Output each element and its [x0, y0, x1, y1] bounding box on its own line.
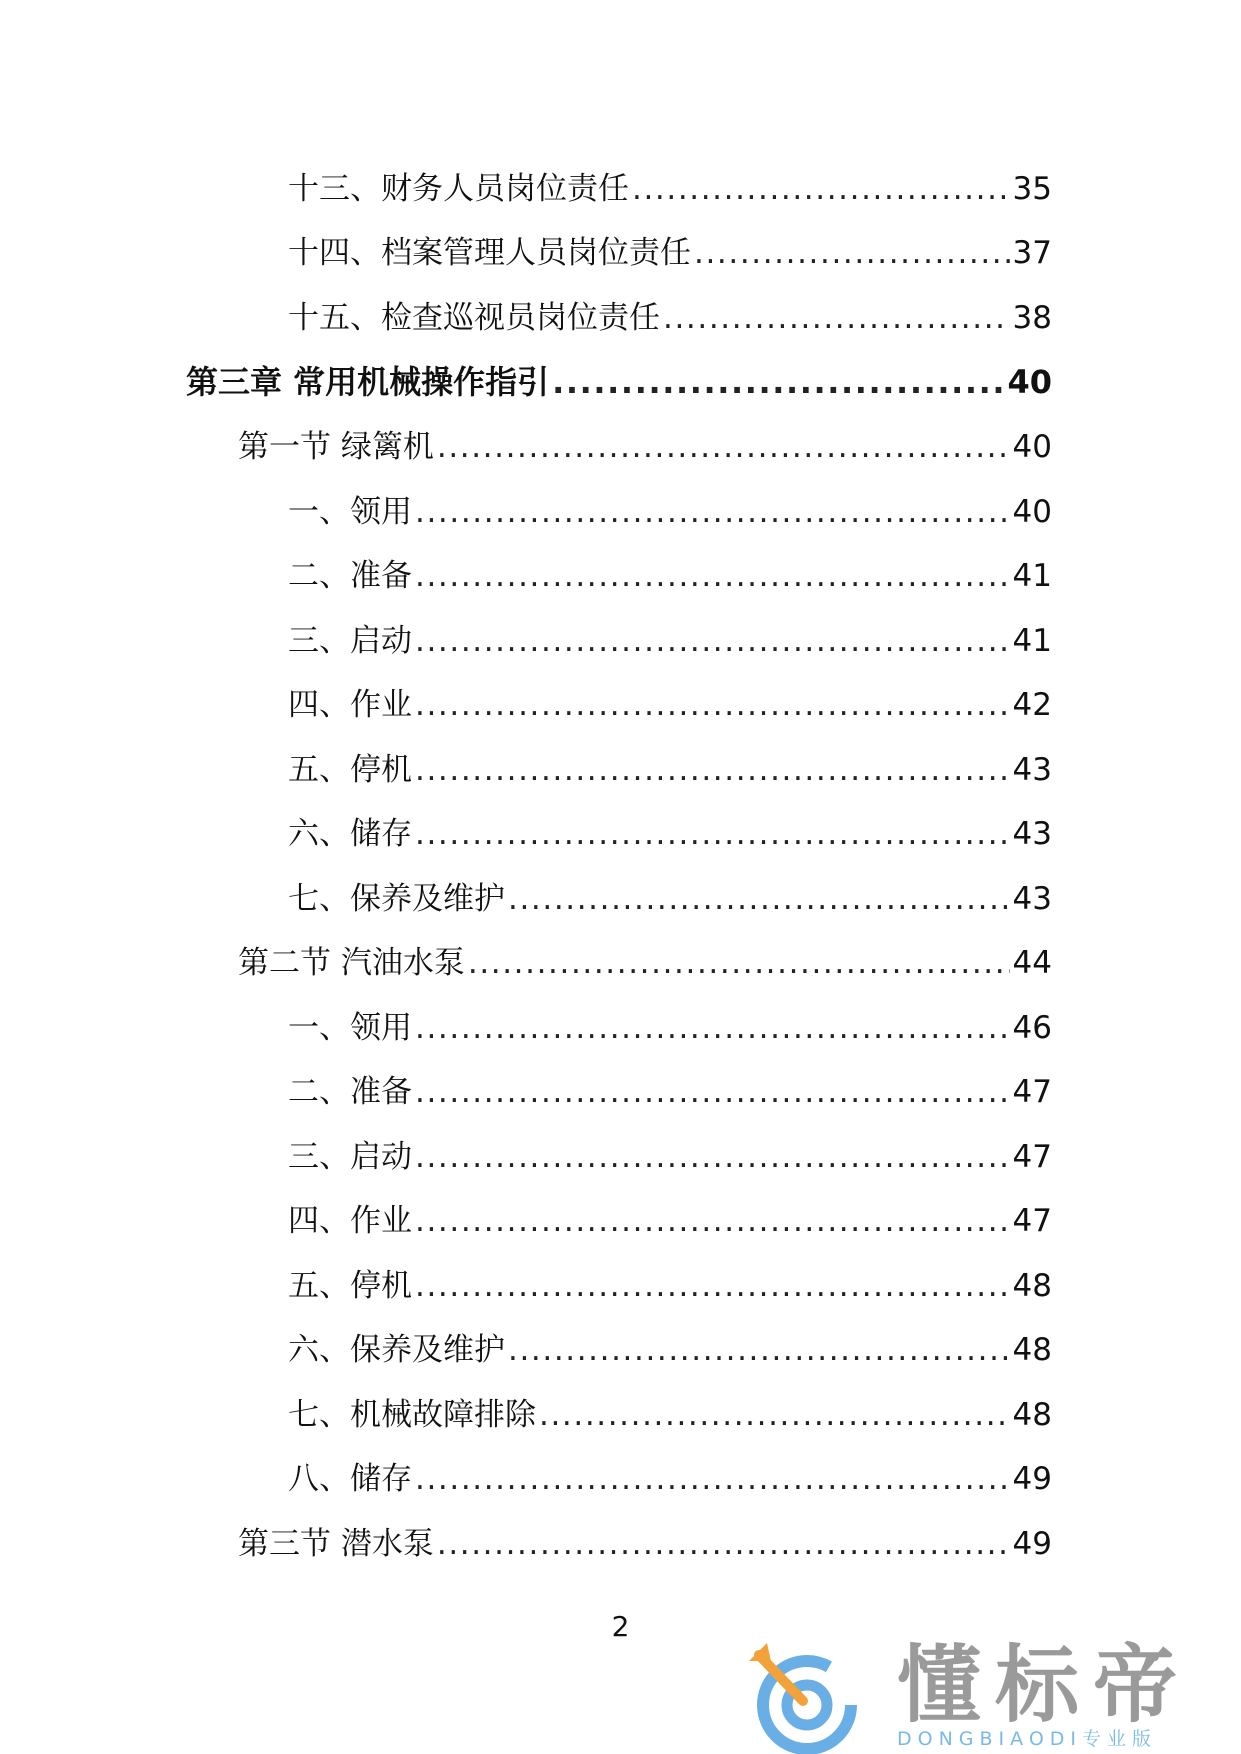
toc-leader-dots	[415, 1455, 1010, 1503]
toc-entry-title: 十五、检查巡视员岗位责任	[288, 300, 660, 336]
toc-entry[interactable]	[288, 681, 1052, 729]
toc-leader-dots	[468, 939, 1010, 987]
toc-entry[interactable]	[288, 1068, 1052, 1116]
toc-section-entry[interactable]	[238, 1520, 1052, 1568]
toc-entry-title: 十四、档案管理人员岗位责任	[288, 235, 691, 271]
toc-entry-page: 40	[1012, 429, 1052, 465]
toc-leader-dots	[415, 1068, 1010, 1116]
watermark-brand-text: 懂标帝	[897, 1636, 1192, 1734]
toc-entry-page: 40	[1007, 363, 1052, 401]
toc-entry[interactable]	[288, 810, 1052, 858]
toc-entry[interactable]	[288, 1326, 1052, 1374]
toc-entry-page: 44	[1012, 945, 1052, 981]
toc-entry[interactable]	[288, 746, 1052, 794]
toc-entry-page: 35	[1012, 171, 1052, 207]
toc-entry-title: 第一节 绿篱机	[238, 429, 434, 465]
toc-entry-page: 49	[1012, 1526, 1052, 1562]
toc-entry-page: 40	[1012, 494, 1052, 530]
page-number: 2	[611, 1610, 630, 1643]
toc-entry-title: 七、保养及维护	[288, 881, 505, 917]
toc-leader-dots	[415, 552, 1010, 600]
toc-chapter-entry[interactable]	[186, 358, 1052, 406]
toc-entry-page: 47	[1012, 1074, 1052, 1110]
toc-entry-title: 六、保养及维护	[288, 1332, 505, 1368]
toc-entry-page: 43	[1012, 881, 1052, 917]
toc-leader-dots	[415, 681, 1010, 729]
toc-entry-title: 第三章 常用机械操作指引	[186, 363, 550, 401]
toc-entry[interactable]	[288, 1391, 1052, 1439]
toc-entry-title: 第二节 汽油水泵	[238, 945, 465, 981]
toc-entry[interactable]	[288, 1455, 1052, 1503]
toc-entry-page: 47	[1012, 1203, 1052, 1239]
toc-entry-title: 二、准备	[288, 558, 412, 594]
toc-entry[interactable]	[288, 229, 1052, 277]
toc-leader-dots	[437, 1520, 1010, 1568]
toc-entry[interactable]	[288, 294, 1052, 342]
toc-leader-dots	[508, 1326, 1010, 1374]
toc-entry-page: 41	[1012, 623, 1052, 659]
watermark-subtitle: DONGBIAODI专业版	[897, 1728, 1158, 1750]
toc-leader-dots	[415, 1262, 1010, 1310]
toc-entry[interactable]	[288, 488, 1052, 536]
toc-leader-dots	[694, 229, 1010, 277]
toc-entry-page: 48	[1012, 1332, 1052, 1368]
toc-entry-title: 六、储存	[288, 816, 412, 852]
toc-entry-page: 41	[1012, 558, 1052, 594]
target-dart-icon	[745, 1635, 895, 1754]
toc-entry-page: 37	[1012, 235, 1052, 271]
toc-entry-title: 七、机械故障排除	[288, 1397, 536, 1433]
toc-leader-dots	[508, 875, 1010, 923]
toc-leader-dots	[415, 1197, 1010, 1245]
toc-entry-title: 四、作业	[288, 1203, 412, 1239]
toc-entry-title: 十三、财务人员岗位责任	[288, 171, 629, 207]
toc-leader-dots	[415, 810, 1010, 858]
toc-entry[interactable]	[288, 552, 1052, 600]
toc-entry[interactable]	[288, 1004, 1052, 1052]
toc-entry-title: 一、领用	[288, 494, 412, 530]
toc-entry[interactable]	[288, 875, 1052, 923]
toc-entry-title: 三、启动	[288, 1139, 412, 1175]
toc-entry-page: 43	[1012, 752, 1052, 788]
toc-leader-dots	[415, 746, 1010, 794]
toc-entry-page: 48	[1012, 1397, 1052, 1433]
toc-entry[interactable]	[288, 1262, 1052, 1310]
toc-entry-page: 38	[1012, 300, 1052, 336]
toc-entry-title: 五、停机	[288, 752, 412, 788]
toc-leader-dots	[552, 358, 1004, 406]
toc-leader-dots	[663, 294, 1010, 342]
toc-entry-page: 47	[1012, 1139, 1052, 1175]
toc-entry[interactable]	[288, 617, 1052, 665]
toc-entry-page: 43	[1012, 816, 1052, 852]
toc-entry-title: 三、启动	[288, 623, 412, 659]
toc-entry[interactable]	[288, 1133, 1052, 1181]
toc-leader-dots	[415, 1133, 1010, 1181]
toc-entry-page: 48	[1012, 1268, 1052, 1304]
toc-leader-dots	[415, 488, 1010, 536]
toc-leader-dots	[415, 1004, 1010, 1052]
toc-entry-title: 八、储存	[288, 1461, 412, 1497]
toc-leader-dots	[415, 617, 1010, 665]
toc-entry-title: 一、领用	[288, 1010, 412, 1046]
watermark-logo	[745, 1635, 1215, 1754]
toc-section-entry[interactable]	[238, 423, 1052, 471]
toc-leader-dots	[437, 423, 1010, 471]
toc-leader-dots	[539, 1391, 1010, 1439]
toc-entry-title: 二、准备	[288, 1074, 412, 1110]
toc-section-entry[interactable]	[238, 939, 1052, 987]
toc-entry-page: 49	[1012, 1461, 1052, 1497]
toc-entry-page: 46	[1012, 1010, 1052, 1046]
toc-entry-title: 第三节 潜水泵	[238, 1526, 434, 1562]
toc-entry[interactable]	[288, 1197, 1052, 1245]
toc-entry-title: 五、停机	[288, 1268, 412, 1304]
toc-leader-dots	[632, 165, 1010, 213]
toc-entry[interactable]	[288, 165, 1052, 213]
toc-entry-page: 42	[1012, 687, 1052, 723]
toc-entry-title: 四、作业	[288, 687, 412, 723]
